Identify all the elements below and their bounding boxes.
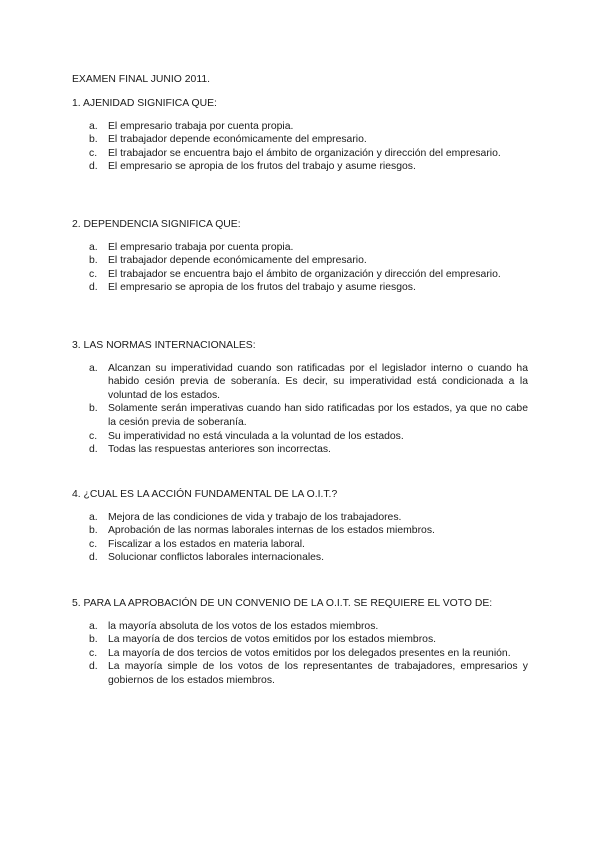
option-list xyxy=(72,362,528,457)
option-list xyxy=(72,620,528,688)
question-text: 5. PARA LA APROBACIÓN DE UN CONVENIO DE LA O.I.T. SE REQUIERE EL VOTO DE: xyxy=(72,598,493,609)
question-5 xyxy=(72,597,528,688)
option-d: d. Solucionar conflictos laborales internacionales. xyxy=(89,552,325,564)
question-text: 4. ¿CUAL ES LA ACCIÓN FUNDAMENTAL DE LA O.I.T.? xyxy=(72,489,338,500)
question-text: 2. DEPENDENCIA SIGNIFICA QUE: xyxy=(72,219,241,230)
option-b: b. El trabajador depende económicamente del empresario. xyxy=(89,255,367,267)
question-1 xyxy=(72,97,528,174)
option-a: a. Mejora de las condiciones de vida y trabajo de los trabajadores. xyxy=(89,511,402,523)
exam-title: EXAMEN FINAL JUNIO 2011. xyxy=(72,74,211,85)
option-a: a. El empresario trabaja por cuenta propia. xyxy=(89,120,294,132)
option-b: b. Solamente serán imperativas cuando han sido ratificadas por los estados, ya que no cabe la cesión previa de soberanía. xyxy=(89,403,528,428)
question-3 xyxy=(72,339,528,457)
option-list xyxy=(72,120,528,174)
option-c: c. Fiscalizar a los estados en materia laboral. xyxy=(89,538,305,550)
option-c: c. El trabajador se encuentra bajo el ámbito de organización y dirección del empresario. xyxy=(89,147,501,159)
option-d: d. Todas las respuestas anteriores son incorrectas. xyxy=(89,444,331,456)
option-d: d. El empresario se apropia de los frutos del trabajo y asume riesgos. xyxy=(89,161,416,173)
option-b: b. La mayoría de dos tercios de votos emitidos por los estados miembros. xyxy=(89,634,437,646)
option-c: c. La mayoría de dos tercios de votos emitidos por los delegados presentes en la reunión. xyxy=(89,647,511,659)
option-a: a. la mayoría absoluta de los votos de los estados miembros. xyxy=(89,620,379,632)
question-text: 1. AJENIDAD SIGNIFICA QUE: xyxy=(72,98,217,109)
option-a: a. Alcanzan su imperatividad cuando son ratificadas por el legislador interno o cuando ha habido cesión previa de soberanía. Es decir, su imperatividad está condicionada a la voluntad de los estados. xyxy=(89,362,528,401)
option-d: d. La mayoría simple de los votos de los representantes de trabajadores, empresarios y gobiernos de los estados miembros. xyxy=(89,661,528,686)
question-2 xyxy=(72,218,528,295)
option-list xyxy=(72,511,528,565)
option-a: a. El empresario trabaja por cuenta propia. xyxy=(89,241,294,253)
option-list xyxy=(72,241,528,295)
option-b: b. El trabajador depende económicamente del empresario. xyxy=(89,134,367,146)
question-4 xyxy=(72,488,528,565)
option-c: c. El trabajador se encuentra bajo el ámbito de organización y dirección del empresario. xyxy=(89,268,501,280)
option-c: c. Su imperatividad no está vinculada a la voluntad de los estados. xyxy=(89,430,404,442)
question-text: 3. LAS NORMAS INTERNACIONALES: xyxy=(72,340,256,351)
option-d: d. El empresario se apropia de los frutos del trabajo y asume riesgos. xyxy=(89,282,416,294)
option-b: b. Aprobación de las normas laborales internas de los estados miembros. xyxy=(89,525,435,537)
